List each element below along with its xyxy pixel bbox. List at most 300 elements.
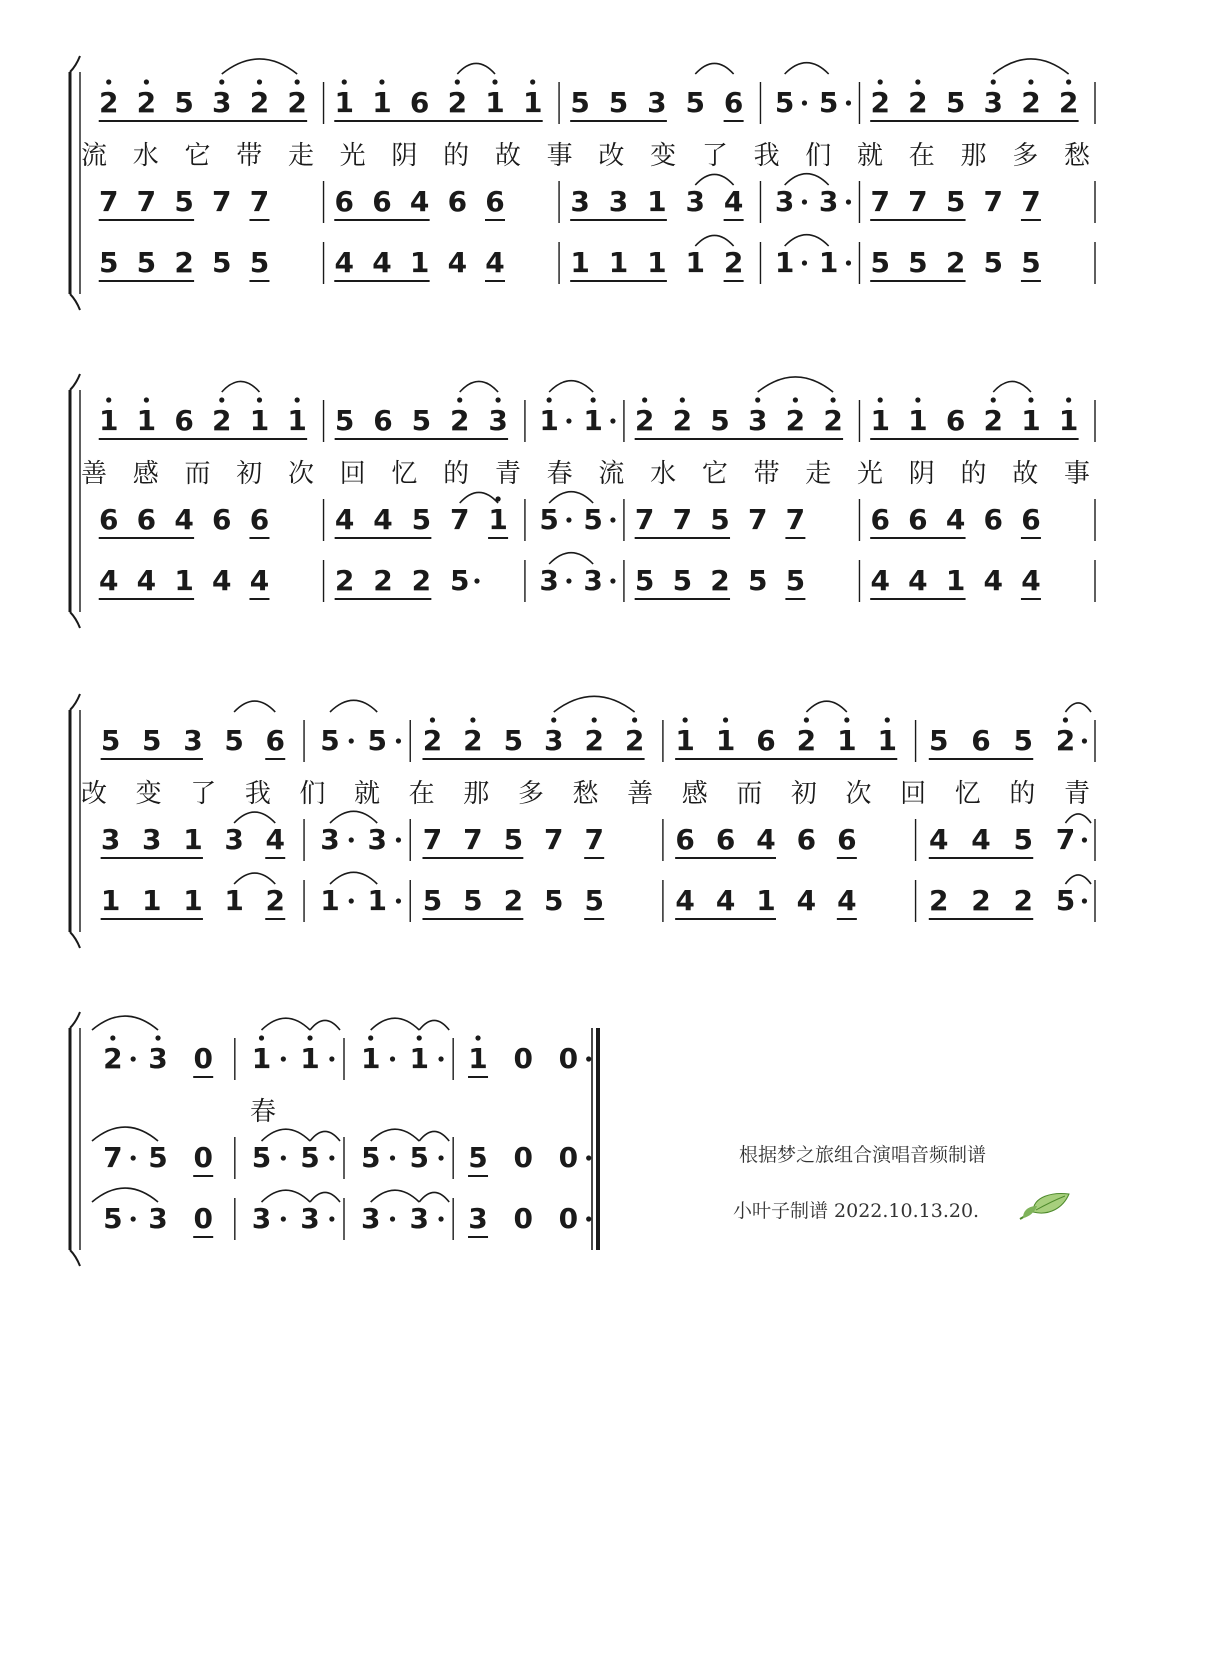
lyric-char: 青 [1063, 779, 1091, 809]
note: 2 [447, 86, 468, 119]
note: 4 [715, 884, 736, 917]
note: 2 [723, 246, 744, 279]
note: 3 [468, 1202, 488, 1235]
note: 2 [1058, 86, 1079, 119]
augmentation-dot [1082, 738, 1087, 743]
octave-dot [342, 79, 347, 84]
octave-dot [219, 397, 224, 402]
lyric-char: 水 [132, 141, 159, 171]
note: 5 [983, 246, 1003, 279]
note: 3 [409, 1202, 429, 1235]
note: 6 [485, 185, 505, 218]
lyric-char: 而 [736, 779, 763, 809]
note: 5 [224, 724, 244, 757]
lyric-char: 就 [354, 779, 381, 809]
augmentation-dot [131, 1056, 136, 1061]
tie-slur [785, 235, 829, 246]
octave-dot [830, 397, 835, 402]
note: 7 [249, 185, 270, 218]
lyric-char: 善 [80, 459, 108, 489]
note: 2 [710, 564, 730, 597]
note: 4 [372, 246, 392, 279]
bracket-cap-top [70, 694, 80, 710]
note: 3 [367, 823, 387, 856]
note: 2 [174, 246, 194, 279]
tie-slur [222, 381, 260, 392]
augmentation-dot [390, 1155, 395, 1160]
augmentation-dot [802, 100, 807, 105]
octave-dot [915, 79, 920, 84]
note: 1 [183, 823, 203, 856]
augmentation-dot [329, 1056, 334, 1061]
tie-slur [993, 59, 1068, 74]
note: 1 [136, 404, 157, 437]
lyric-char: 春 [546, 459, 573, 489]
note: 2 [463, 724, 483, 757]
tie-slur [549, 553, 593, 564]
note: 2 [449, 404, 470, 437]
augmentation-dot [281, 1216, 286, 1221]
note: 5 [570, 86, 590, 119]
note: 4 [971, 823, 991, 856]
note: 1 [647, 185, 667, 218]
note: 5 [710, 503, 730, 536]
lyric-char: 变 [650, 141, 677, 171]
note: 2 [785, 404, 806, 437]
note: 2 [1013, 884, 1033, 917]
note: 5 [136, 246, 157, 279]
note: 0 [193, 1141, 213, 1174]
lyric-char: 故 [494, 141, 521, 171]
augmentation-dot [390, 1056, 395, 1061]
note: 1 [608, 246, 629, 279]
note: 3 [747, 404, 768, 437]
augmentation-dot [131, 1155, 136, 1160]
note: 5 [360, 1141, 381, 1174]
note: 3 [685, 185, 705, 218]
source-credit: 根据梦之旅组合演唱音频制谱 [739, 1144, 987, 1166]
octave-dot [470, 717, 475, 722]
octave-dot [368, 1035, 373, 1040]
tie-slur [92, 1127, 158, 1141]
note: 1 [251, 1042, 272, 1075]
tie-slur [460, 381, 498, 392]
tie-slur [222, 59, 297, 74]
lyric-char: 的 [960, 459, 987, 489]
lyric-char: 流 [598, 459, 625, 489]
note: 2 [1055, 724, 1076, 757]
note: 1 [485, 86, 505, 119]
augmentation-dot [131, 1216, 136, 1221]
note: 7 [422, 823, 443, 856]
note: 0 [558, 1042, 579, 1075]
note: 1 [100, 884, 121, 917]
octave-dot [106, 397, 111, 402]
note: 2 [908, 86, 928, 119]
tie-slur [310, 1131, 340, 1141]
lyric-char: 多 [1012, 141, 1039, 171]
bracket-cap-top [70, 1012, 80, 1028]
augmentation-dot [396, 738, 401, 743]
note: 1 [372, 86, 392, 119]
octave-dot [632, 717, 637, 722]
note: 5 [174, 185, 194, 218]
note: 1 [334, 86, 355, 119]
bracket-cap-bottom [70, 294, 80, 310]
note: 7 [870, 185, 890, 218]
octave-dot [430, 717, 435, 722]
augmentation-dot [1082, 898, 1087, 903]
note: 4 [1021, 564, 1041, 597]
note: 0 [513, 1042, 533, 1075]
note: 5 [747, 564, 768, 597]
note: 4 [174, 503, 194, 536]
tie-slur [330, 811, 377, 823]
note: 1 [224, 884, 244, 917]
note: 2 [249, 86, 270, 119]
note: 4 [265, 823, 285, 856]
note: 4 [409, 185, 430, 218]
augmentation-dot [396, 898, 401, 903]
augmentation-dot [281, 1056, 286, 1061]
octave-dot [492, 79, 497, 84]
note: 1 [249, 404, 270, 437]
note: 7 [983, 185, 1003, 218]
octave-dot [530, 79, 535, 84]
note: 4 [796, 884, 817, 917]
note: 4 [485, 246, 505, 279]
lyric-char: 走 [805, 459, 832, 489]
octave-dot [592, 717, 597, 722]
note: 5 [367, 724, 387, 757]
octave-dot [723, 717, 728, 722]
lyric-char: 忆 [954, 779, 981, 809]
note: 5 [249, 246, 270, 279]
note: 2 [136, 86, 157, 119]
note: 5 [1021, 246, 1041, 279]
note: 3 [539, 564, 559, 597]
augmentation-dot [349, 837, 354, 842]
note: 0 [558, 1202, 579, 1235]
note: 6 [334, 185, 355, 218]
note: 5 [300, 1141, 320, 1174]
augmentation-dot [329, 1216, 334, 1221]
note: 5 [583, 503, 603, 536]
note: 2 [971, 884, 991, 917]
augmentation-dot [586, 1155, 591, 1160]
tie-slur [262, 1129, 311, 1141]
note: 4 [837, 884, 857, 917]
note: 3 [544, 724, 564, 757]
note: 5 [98, 246, 119, 279]
note: 5 [251, 1141, 272, 1174]
augmentation-dot [329, 1155, 334, 1160]
note: 0 [193, 1202, 213, 1235]
note: 1 [675, 724, 695, 757]
octave-dot [885, 717, 890, 722]
note: 1 [488, 503, 508, 536]
note: 1 [945, 564, 966, 597]
note: 5 [1055, 884, 1076, 917]
augmentation-dot [396, 837, 401, 842]
note: 3 [183, 724, 203, 757]
note: 1 [774, 246, 795, 279]
lyric-char: 阴 [391, 141, 418, 171]
note: 5 [103, 1202, 123, 1235]
note: 7 [584, 823, 604, 856]
tie-slur [806, 701, 846, 712]
lyric-char: 它 [184, 141, 211, 171]
note: 1 [174, 564, 194, 597]
augmentation-dot [438, 1155, 443, 1160]
octave-dot [457, 397, 462, 402]
tie-slur [758, 377, 833, 392]
augmentation-dot [438, 1216, 443, 1221]
note: 2 [287, 86, 307, 119]
note: 2 [98, 86, 119, 119]
note: 2 [212, 404, 232, 437]
octave-dot [1028, 79, 1033, 84]
tie-slur [695, 174, 733, 185]
octave-dot [878, 79, 883, 84]
lyric-char: 改 [80, 779, 108, 809]
note: 1 [320, 884, 340, 917]
note: 1 [818, 246, 839, 279]
lyric-char: 而 [184, 459, 211, 489]
note: 1 [98, 404, 119, 437]
lyric-char: 们 [299, 779, 326, 809]
augmentation-dot [846, 199, 851, 204]
tie-slur [371, 1190, 420, 1202]
augmentation-dot [846, 100, 851, 105]
note: 1 [756, 884, 776, 917]
note: 1 [647, 246, 667, 279]
octave-dot [844, 717, 849, 722]
note: 4 [249, 564, 270, 597]
author-credit: 小叶子制谱 2022.10.13.20. [733, 1200, 980, 1222]
note: 3 [142, 823, 162, 856]
note: 4 [945, 503, 966, 536]
note: 6 [98, 503, 119, 536]
lyric-char: 在 [408, 779, 435, 809]
note: 1 [570, 246, 590, 279]
tie-slur [310, 1020, 340, 1030]
note: 2 [584, 724, 604, 757]
note: 6 [715, 823, 736, 856]
tie-slur [419, 1192, 449, 1202]
augmentation-dot [566, 418, 571, 423]
note: 5 [409, 1141, 429, 1174]
note: 7 [449, 503, 470, 536]
note: 2 [823, 404, 843, 437]
note: 5 [320, 724, 340, 757]
lyric-char: 我 [244, 779, 271, 809]
note: 1 [908, 404, 928, 437]
lyric-char: 它 [701, 459, 728, 489]
octave-dot [804, 717, 809, 722]
octave-dot [495, 397, 500, 402]
lyric-char: 那 [463, 779, 490, 809]
note: 7 [634, 503, 655, 536]
note: 4 [675, 884, 695, 917]
bracket-cap-top [70, 374, 80, 390]
tie-slur [1065, 875, 1091, 884]
note: 1 [468, 1042, 488, 1075]
augmentation-dot [349, 898, 354, 903]
note: 4 [136, 564, 157, 597]
note: 0 [558, 1141, 579, 1174]
augmentation-dot [586, 1216, 591, 1221]
note: 6 [174, 404, 194, 437]
note: 1 [409, 1042, 429, 1075]
augmentation-dot [1082, 837, 1087, 842]
octave-dot [991, 79, 996, 84]
note: 5 [929, 724, 949, 757]
note: 1 [583, 404, 603, 437]
tie-slur [1065, 814, 1091, 823]
note: 5 [422, 884, 443, 917]
note: 6 [1021, 503, 1041, 536]
note: 6 [212, 503, 232, 536]
augmentation-dot [846, 260, 851, 265]
note: 1 [300, 1042, 320, 1075]
octave-dot [144, 397, 149, 402]
tie-slur [419, 1020, 449, 1030]
note: 6 [983, 503, 1003, 536]
lyric-char: 多 [517, 779, 544, 809]
tie-slur [549, 492, 593, 503]
lyric-char: 事 [546, 141, 573, 171]
octave-dot [1063, 717, 1068, 722]
octave-dot [155, 1035, 160, 1040]
octave-dot [1028, 397, 1033, 402]
note: 2 [1021, 86, 1041, 119]
lyric-char: 故 [1012, 459, 1039, 489]
tie-slur [419, 1131, 449, 1141]
augmentation-dot [566, 578, 571, 583]
note: 3 [300, 1202, 320, 1235]
note: 6 [447, 185, 468, 218]
tie-slur [234, 701, 275, 712]
note: 5 [608, 86, 629, 119]
note: 4 [983, 564, 1003, 597]
tie-slur [234, 873, 275, 884]
octave-dot [257, 397, 262, 402]
note: 2 [945, 246, 966, 279]
augmentation-dot [474, 578, 479, 583]
note: 1 [522, 86, 543, 119]
lyric-char: 就 [857, 141, 884, 171]
note: 5 [774, 86, 795, 119]
note: 1 [1021, 404, 1041, 437]
note: 5 [908, 246, 928, 279]
tie-slur [695, 63, 733, 74]
octave-dot [680, 397, 685, 402]
note: 6 [971, 724, 991, 757]
tie-slur [330, 700, 377, 712]
augmentation-dot [438, 1056, 443, 1061]
tie-slur [549, 381, 593, 392]
note: 5 [100, 724, 121, 757]
note: 7 [212, 185, 232, 218]
tie-slur [785, 63, 829, 74]
note: 5 [1013, 724, 1033, 757]
lyric-char: 那 [960, 141, 987, 171]
octave-dot [379, 79, 384, 84]
tie-slur [695, 235, 733, 246]
lyric-char: 回 [900, 779, 927, 809]
augmentation-dot [610, 517, 615, 522]
leaf-icon [1017, 1190, 1071, 1222]
note: 5 [503, 823, 524, 856]
lyric-char: 事 [1063, 459, 1091, 489]
note: 6 [796, 823, 817, 856]
note: 3 [320, 823, 340, 856]
note: 6 [249, 503, 270, 536]
octave-dot [547, 397, 552, 402]
lyric-char: 水 [650, 459, 677, 489]
tie-slur [457, 63, 495, 74]
note: 7 [463, 823, 483, 856]
lyric-char: 的 [443, 459, 470, 489]
tie-slur [371, 1129, 420, 1141]
note: 5 [945, 185, 966, 218]
note: 6 [675, 823, 695, 856]
octave-dot [106, 79, 111, 84]
note: 2 [634, 404, 655, 437]
note: 5 [334, 404, 355, 437]
octave-dot [991, 397, 996, 402]
note: 1 [715, 724, 736, 757]
note: 3 [251, 1202, 272, 1235]
lyric-char: 青 [494, 459, 521, 489]
note: 5 [672, 564, 693, 597]
augmentation-dot [802, 260, 807, 265]
note: 3 [360, 1202, 381, 1235]
octave-dot [144, 79, 149, 84]
tie-slur [785, 174, 829, 185]
note: 1 [142, 884, 162, 917]
note: 3 [608, 185, 629, 218]
note: 5 [785, 564, 806, 597]
note: 2 [103, 1042, 123, 1075]
tie-slur [371, 1018, 420, 1030]
bracket-cap-bottom [70, 932, 80, 948]
lyric-char: 变 [135, 779, 162, 809]
tie-slur [262, 1018, 311, 1030]
note: 7 [544, 823, 564, 856]
tie-slur [92, 1188, 158, 1202]
note: 1 [360, 1042, 381, 1075]
octave-dot [475, 1035, 480, 1040]
octave-dot [793, 397, 798, 402]
lyric-char: 愁 [572, 779, 599, 809]
lyric-char: 愁 [1063, 141, 1091, 171]
note: 1 [837, 724, 857, 757]
octave-dot [110, 1035, 115, 1040]
note: 6 [837, 823, 857, 856]
note: 7 [1055, 823, 1076, 856]
note: 5 [544, 884, 564, 917]
note: 1 [877, 724, 898, 757]
note: 5 [584, 884, 604, 917]
tie-slur [993, 381, 1031, 392]
octave-dot [591, 397, 596, 402]
note: 5 [174, 86, 194, 119]
note: 7 [136, 185, 157, 218]
note: 4 [929, 823, 949, 856]
octave-dot [642, 397, 647, 402]
